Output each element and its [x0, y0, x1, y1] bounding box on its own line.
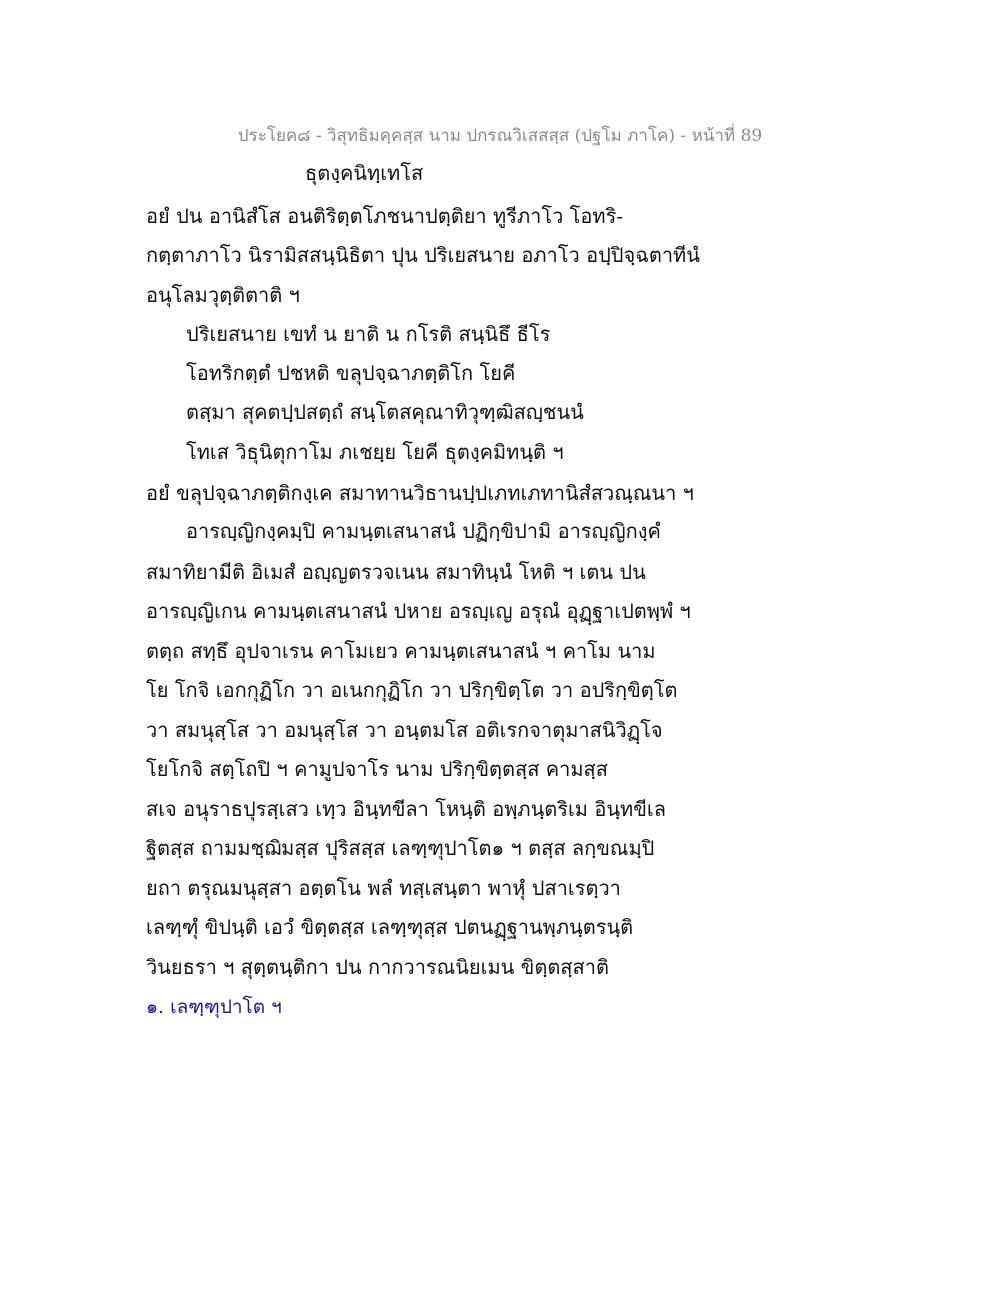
- body-line: โย โกจิ เอกกุฏิโก วา อเนกกุฏิโก วา ปริกฺขิตฺโต วา อปริกฺขิตฺโต: [146, 678, 678, 702]
- body-line: กตฺตาภาโว นิรามิสสนฺนิธิตา ปุน ปริเยสนาย อภาโว อปฺปิจฺฉตาทีนํ: [146, 243, 700, 267]
- verse-line: โทเส วิธุนิตุกาโม ภเชยฺย โยคี ธุตงฺคมิทนฺติ ฯ: [186, 440, 564, 464]
- footnote: ๑. เลฑฺฑุปาโต ฯ: [146, 996, 282, 1018]
- body-line: ยถา ตรุณมนุสฺสา อตฺตโน พลํ ทสฺเสนฺตา พาหุํ ปสาเรตฺวา: [146, 876, 621, 900]
- verse-line: ตสฺมา สุคตปฺปสตฺถํ สนฺโตสคุณาทิวุฑฺฒิสญฺชนนํ: [186, 400, 584, 424]
- body-line: อยํ ขลุปจฺฉาภตฺติกงฺเค สมาทานวิธานปฺปเภทเภทานิสํสวณฺณนา ฯ: [146, 481, 694, 505]
- body-line: สมาทิยามีติ อิเมสํ อญฺญตรวจเนน สมาทินฺนํ โหติ ฯ เตน ปน: [146, 560, 646, 584]
- verse-line: ปริเยสนาย เขทํ น ยาติ น กโรติ สนฺนิธึ ธีโร: [186, 322, 551, 346]
- body-line: สเจ อนุราธปุรสฺเสว เทฺว อินฺทขีลา โหนฺติ อพฺภนฺตริเม อินฺทขีเล: [146, 797, 666, 821]
- body-line: วา สมนุสฺโส วา อมนุสฺโส วา อนฺตมโส อติเรกจาตุมาสนิวิฏฺโจ: [146, 718, 663, 742]
- body-line: อนุโลมวุตฺติตาติ ฯ: [146, 283, 300, 307]
- verse-line: โอทริกตฺตํ ปชหติ ขลุปจฺฉาภตฺติโก โยคี: [186, 361, 516, 385]
- body-line: โยโกจิ สตฺโถปิ ฯ คามูปจาโร นาม ปริกฺขิตฺตสฺส คามสฺส: [146, 757, 608, 781]
- body-line: วินยธรา ฯ สุตฺตนฺติกา ปน กากวารณนิยเมน ขิตฺตสฺสาติ: [146, 955, 609, 979]
- section-title: ธุตงฺคนิทฺเทโส: [305, 161, 424, 185]
- body-line: เลฑฺฑุํ ขิปนฺติ เอวํ ขิตฺตสฺส เลฑฺฑุสฺส ปตนฏฺฐานพฺภนฺตรนฺติ: [146, 915, 634, 939]
- page-header: ประโยค๘ - วิสุทธิมคฺคสฺส นาม ปกรณวิเสสสฺส (ปฐโม ภาโค) - หน้าที่ 89: [237, 126, 763, 146]
- body-line: อารญฺญิเกน คามนฺตเสนาสนํ ปหาย อรญฺเญ อรุณํ อุฏฺฐาเปตพฺพํ ฯ: [146, 599, 691, 623]
- body-line: ฐิตสฺส ถามมชฺฌิมสฺส ปุริสสฺส เลฑฺฑุปาโต๑ ฯ ตสฺส ลกฺขณมฺปิ: [146, 836, 655, 860]
- body-line: อยํ ปน อานิสํโส อนติริตฺตโภชนาปตฺติยา ทูรีภาโว โอทริ-: [146, 204, 624, 228]
- paragraph-start: อารญฺญิกงฺคมฺปิ คามนฺตเสนาสนํ ปฏิกฺขิปามิ อารญฺญิกงฺคํ: [186, 519, 661, 543]
- body-line: ตตฺถ สทฺธึ อุปจาเรน คาโมเยว คามนฺตเสนาสนํ ฯ คาโม นาม: [146, 639, 656, 663]
